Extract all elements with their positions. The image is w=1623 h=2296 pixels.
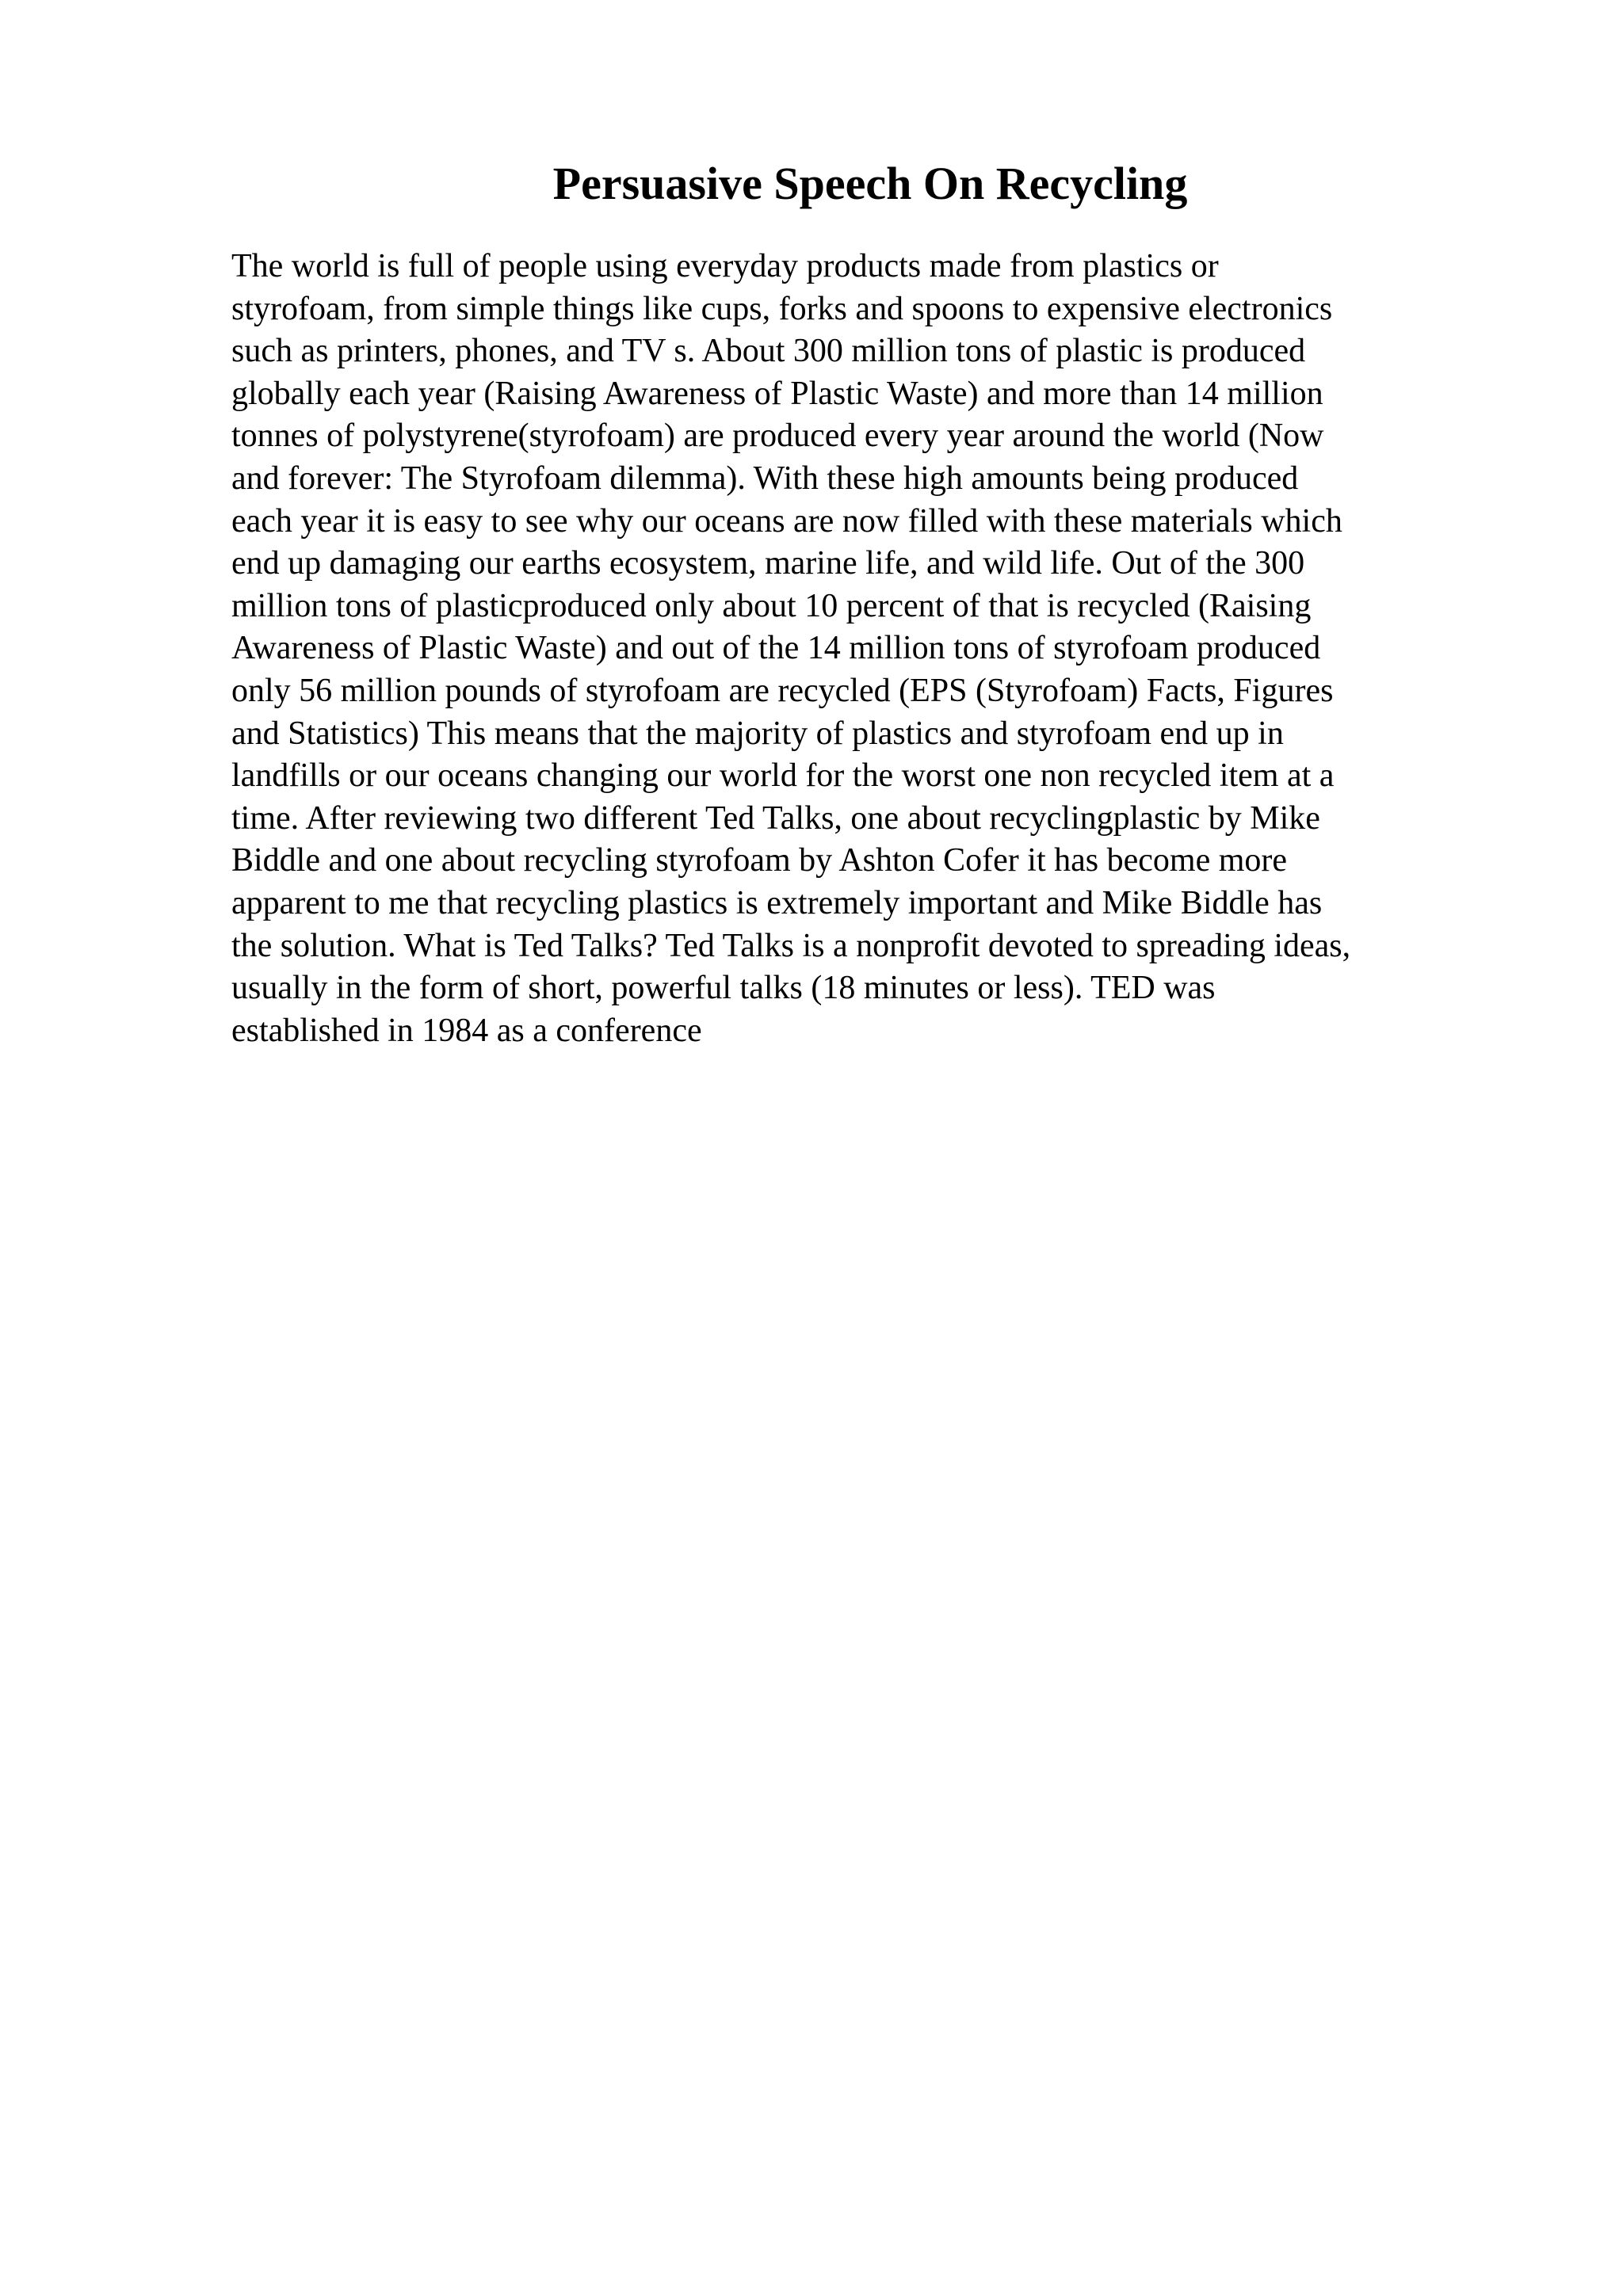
body-line: landfills or our oceans changing our world for the worst one non recycled item at a — [231, 757, 1335, 795]
body-line: The world is full of people using everyday products made from plastics or — [231, 248, 1219, 284]
body-line: only 56 million pounds of styrofoam are recycled (EPS (Styrofoam) Facts, Figures — [231, 672, 1334, 709]
body-line: globally each year (Raising Awareness of Plastic Waste) and more than 14 million — [231, 375, 1323, 412]
body-line: Biddle and one about recycling styrofoam by Ashton Cofer it has become more — [231, 842, 1288, 879]
body-line: and Statistics) This means that the majority of plastics and styrofoam end up in — [231, 715, 1284, 752]
body-line: and forever: The Styrofoam dilemma). With these high amounts being produced — [231, 460, 1299, 497]
body-line: million tons of plasticproduced only about 10 percent of that is recycled (Raising — [231, 587, 1312, 624]
body-line: styrofoam, from simple things like cups, forks and spoons to expensive electronics — [231, 290, 1333, 327]
body-line: usually in the form of short, powerful talks (18 minutes or less). TED was — [231, 970, 1216, 1007]
body-line: established in 1984 as a conference — [231, 1012, 702, 1049]
body-line: the solution. What is Ted Talks? Ted Talks is a nonprofit devoted to spreading ideas, — [231, 927, 1351, 964]
document-body — [231, 246, 1563, 1052]
body-line: each year it is easy to see why our oceans are now filled with these materials which — [231, 502, 1342, 540]
body-line: tonnes of polystyrene(styrofoam) are produced every year around the world (Now — [231, 418, 1324, 455]
body-line: end up damaging our earths ecosystem, marine life, and wild life. Out of the 300 — [231, 545, 1305, 582]
body-line: such as printers, phones, and TV s. About 300 million tons of plastic is produced — [231, 333, 1306, 370]
body-line: Awareness of Plastic Waste) and out of the 14 million tons of styrofoam produced — [231, 630, 1321, 667]
document-title: Persuasive Speech On Recycling — [552, 158, 1188, 209]
body-line: apparent to me that recycling plastics is extremely important and Mike Biddle has — [231, 884, 1323, 921]
body-line: time. After reviewing two different Ted Talks, one about recyclingplastic by Mike — [231, 799, 1320, 837]
